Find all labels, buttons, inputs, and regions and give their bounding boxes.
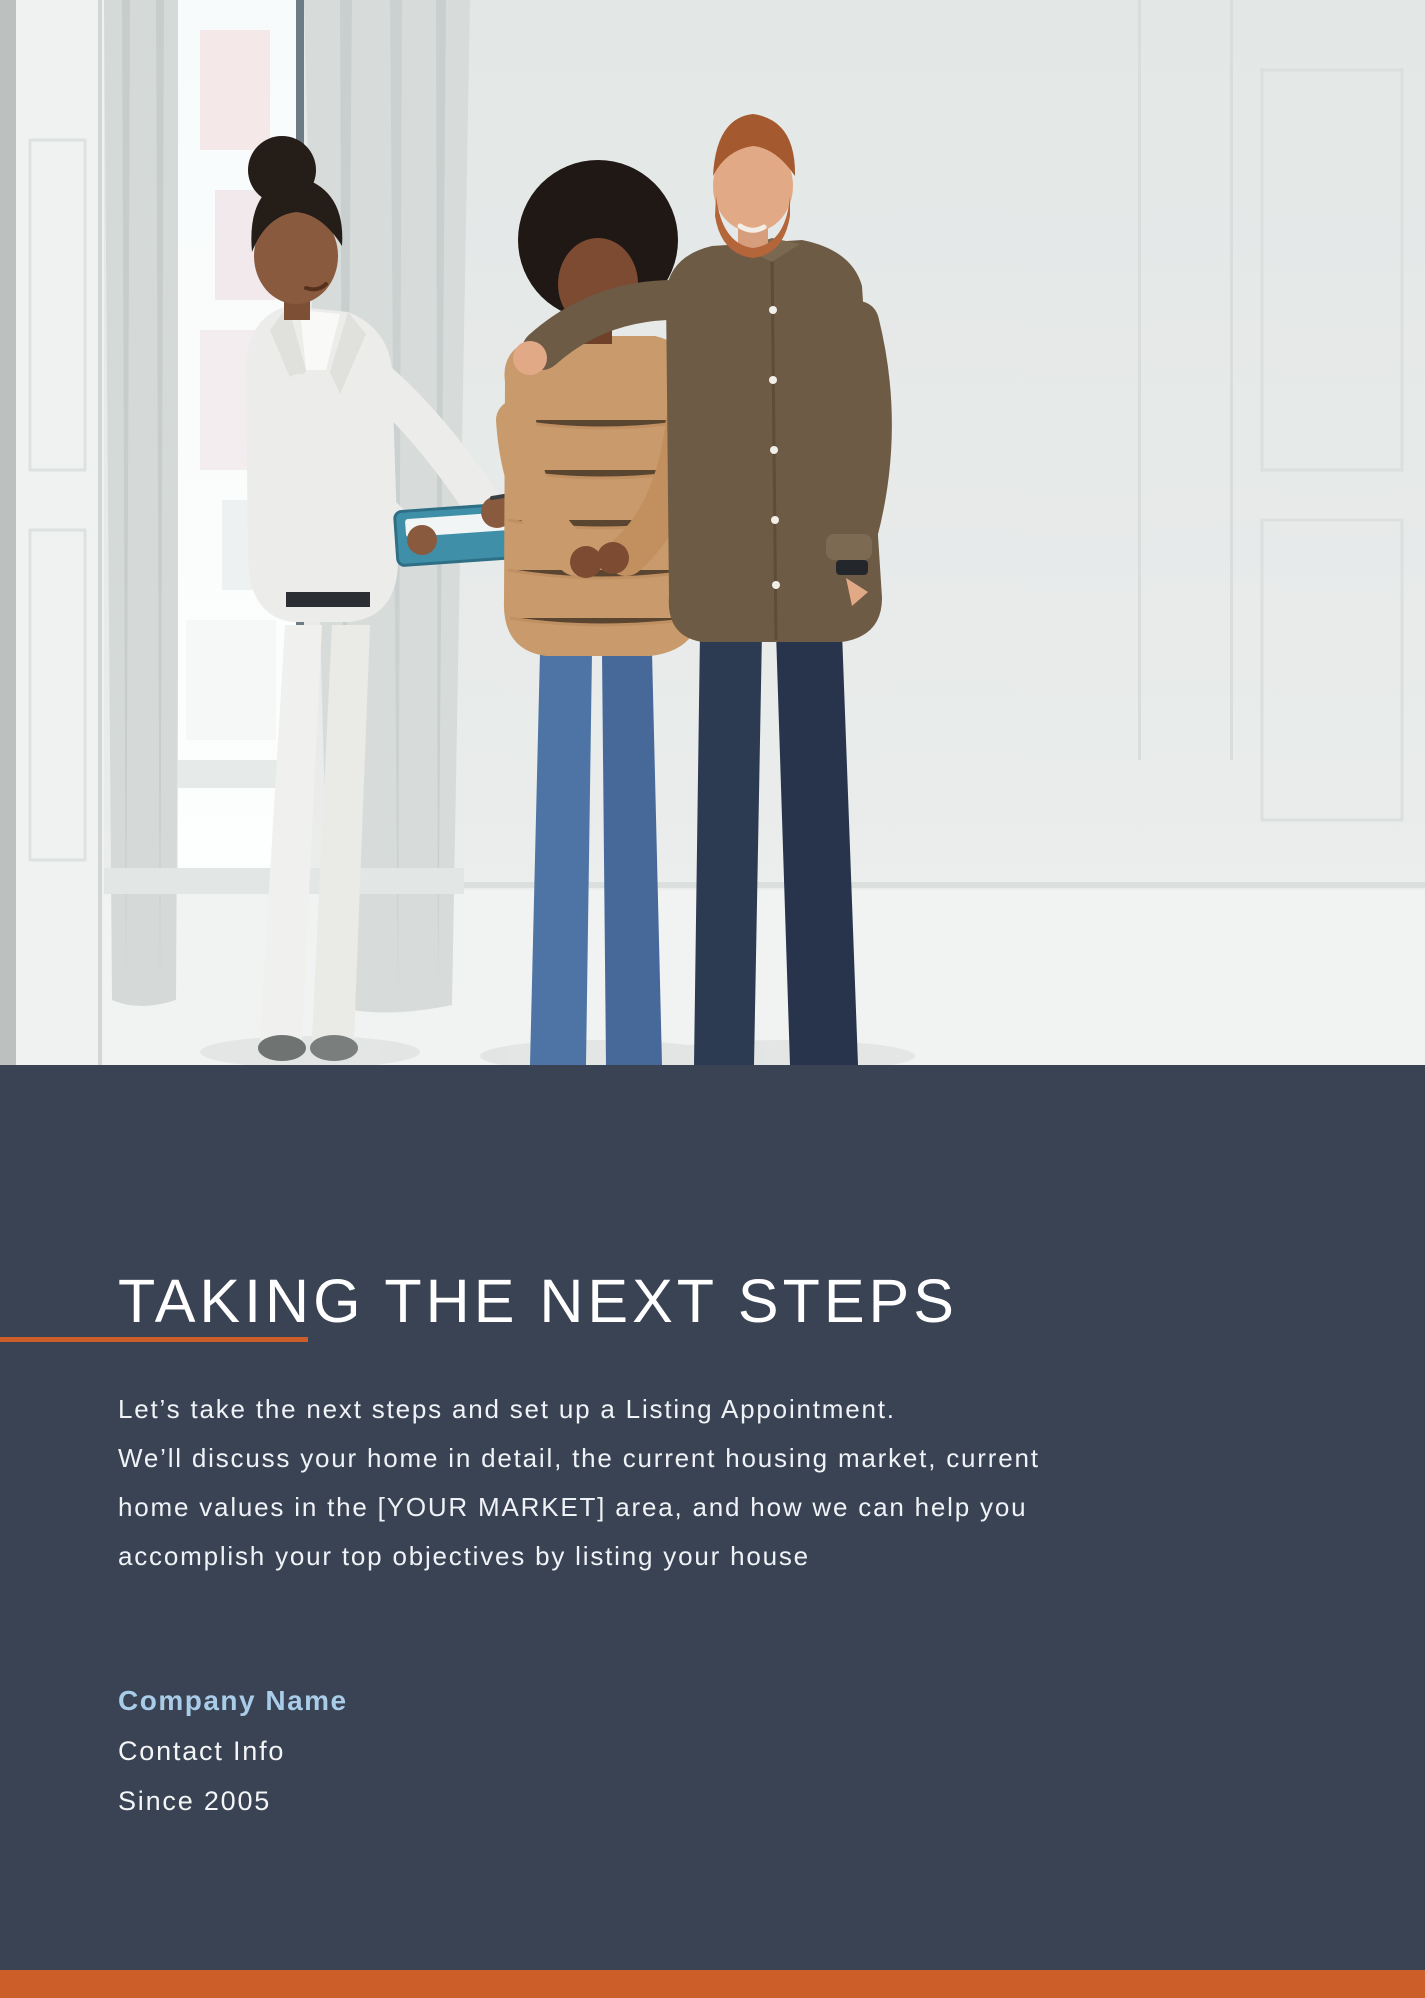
paragraph-line: Let’s take the next steps and set up a Listing Appointment. bbox=[118, 1394, 896, 1424]
bottom-accent-bar bbox=[0, 1970, 1425, 1998]
paragraph-line: home values in the [YOUR MARKET] area, and how we can help you bbox=[118, 1492, 1028, 1522]
paragraph-line: We’ll discuss your home in detail, the current housing market, current bbox=[118, 1443, 1040, 1473]
company-block bbox=[118, 1676, 348, 1826]
page-title: TAKING THE NEXT STEPS bbox=[118, 1266, 958, 1335]
since-year: Since 2005 bbox=[118, 1786, 272, 1816]
paragraph-line: accomplish your top objectives by listing your house bbox=[118, 1541, 810, 1571]
contact-info: Contact Info bbox=[118, 1736, 286, 1766]
company-name: Company Name bbox=[118, 1685, 348, 1716]
accent-divider bbox=[0, 1337, 308, 1342]
intro-paragraph bbox=[118, 1385, 1358, 1581]
